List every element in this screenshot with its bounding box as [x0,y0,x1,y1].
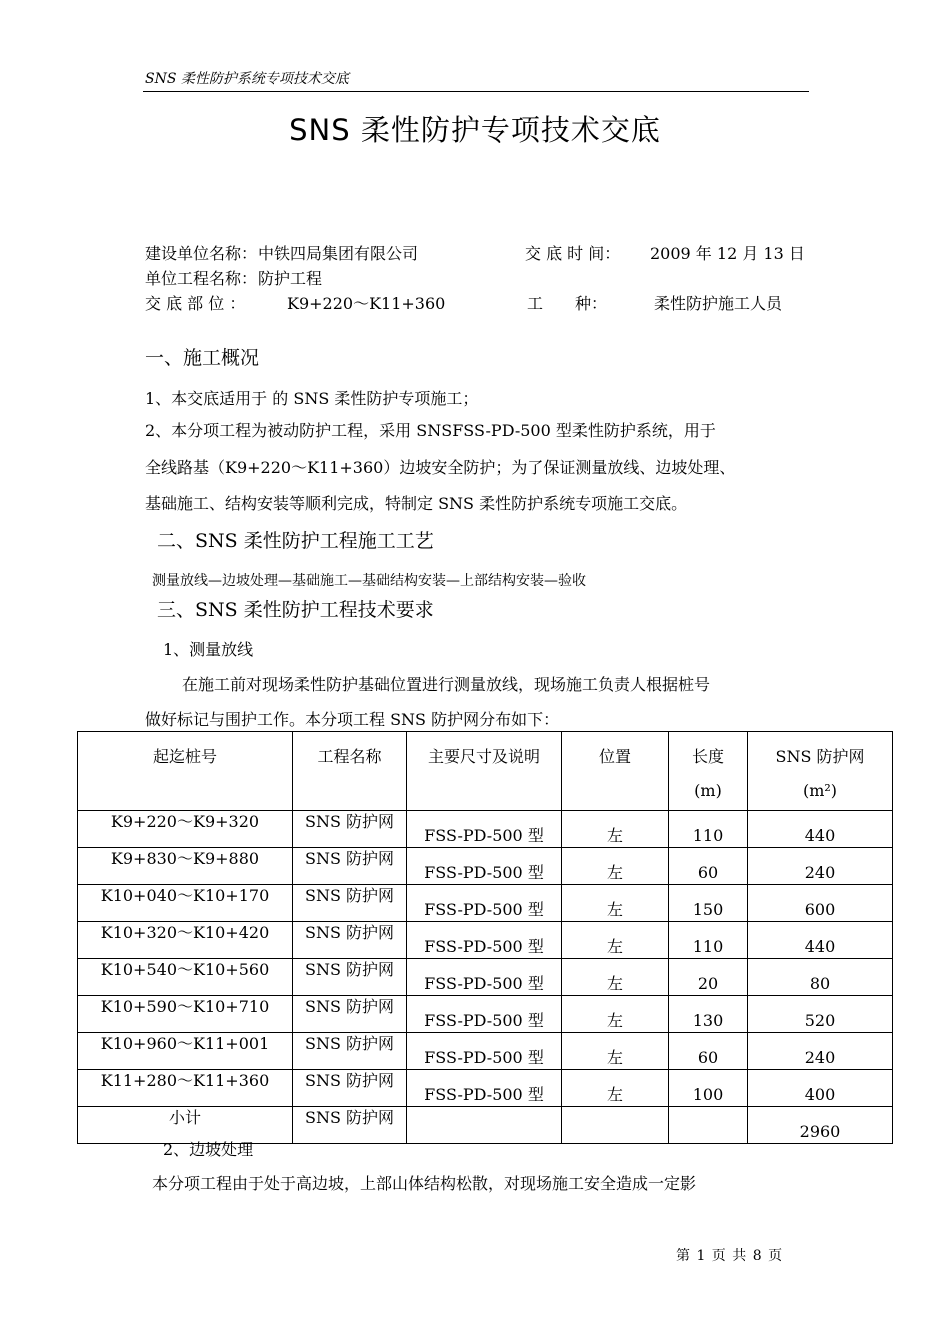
cell-position [562,811,669,848]
running-head: SNS 柔性防护系统专项技术交底 [145,71,349,87]
cell-area [748,885,893,922]
cell-station-text: K9+220～K9+320 [110,812,260,831]
cell-name [293,1107,407,1144]
cell-spec-text: FSS-PD-500 型 [424,1048,544,1067]
cell-station [78,848,293,885]
trade-value: 柔性防护施工人员 [654,294,783,313]
date-value: 2009 年 12 月 13 日 [650,244,805,263]
cell-position-text: 左 [606,1048,623,1067]
cell-area-text: 400 [804,1085,836,1104]
header-area [748,732,893,811]
cell-position [562,1070,669,1107]
cell-station [78,811,293,848]
cell-name [293,996,407,1033]
cell-length [669,811,748,848]
section-2-heading: 二、SNS 柔性防护工程施工工艺 [157,530,434,552]
process-flow: 测量放线—边坡处理—基础施工—基础结构安装—上部结构安装—验收 [152,573,586,589]
cell-spec-text: FSS-PD-500 型 [424,863,544,882]
cell-spec [407,996,562,1033]
cell-name [293,922,407,959]
cell-length [669,1070,748,1107]
cell-spec [407,885,562,922]
cell-spec-text: FSS-PD-500 型 [424,1011,544,1030]
subsection-slope: 2、边坡处理 [163,1140,254,1159]
cell-spec [407,959,562,996]
cell-area [748,811,893,848]
cell-name [293,1070,407,1107]
table-header-row [78,732,893,811]
cell-area-text: 440 [804,826,836,845]
cell-position-text [562,1107,668,1121]
trade-label: 工 种： [527,294,608,313]
cell-name-text: SNS 防护网 [304,1034,394,1053]
cell-spec-text [407,1107,561,1121]
cell-area-text: 520 [804,1011,836,1030]
cell-name [293,885,407,922]
cell-station-text: K10+590～K10+710 [100,997,270,1016]
cell-length-text: 100 [692,1085,724,1104]
cell-position [562,848,669,885]
cell-length-text: 60 [697,1048,719,1067]
cell-spec [407,1033,562,1070]
cell-length-text: 150 [692,900,724,919]
cell-spec [407,848,562,885]
table-row [78,885,893,922]
cell-area [748,996,893,1033]
cell-station-text: K11+280～K11+360 [100,1071,270,1090]
cell-name-text: SNS 防护网 [304,812,394,831]
cell-position-text: 左 [606,1085,623,1104]
section-1-paragraph-2-line-2: 全线路基（K9+220～K11+360）边坡安全防护；为了保证测量放线、边坡处理、 [145,458,736,477]
cell-area-text: 600 [804,900,836,919]
location-value: K9+220～K11+360 [287,294,446,313]
slope-paragraph-line-1: 本分项工程由于处于高边坡，上部山体结构松散，对现场施工安全造成一定影 [152,1174,697,1193]
project-label: 单位工程名称： [145,269,258,288]
cell-length-text: 110 [692,937,724,956]
cell-name-text: SNS 防护网 [304,960,394,979]
cell-station [78,996,293,1033]
cell-station [78,959,293,996]
cell-position [562,996,669,1033]
cell-area [748,922,893,959]
cell-station-text: 小计 [168,1108,201,1127]
table-row [78,1033,893,1070]
cell-area [748,848,893,885]
cell-station-text: K10+540～K10+560 [100,960,270,979]
cell-station-text: K9+830～K9+880 [110,849,260,868]
section-1-paragraph-2-line-3: 基础施工、结构安装等顺利完成，特制定 SNS 柔性防护系统专项施工交底。 [145,494,688,513]
cell-station-text: K10+960～K11+001 [100,1034,270,1053]
header-position: 位置 [562,732,669,811]
cell-area [748,1070,893,1107]
sns-distribution-table [77,731,893,1144]
table-row [78,959,893,996]
header-area-unit: (m²) [802,781,838,800]
cell-area-text: 440 [804,937,836,956]
document-title: SNS 柔性防护专项技术交底 [289,113,661,147]
table-row [78,996,893,1033]
cell-station-text: K10+040～K10+170 [100,886,270,905]
cell-area [748,1033,893,1070]
page-footer: 第 1 页 共 8 页 [676,1248,784,1264]
project-value: 防护工程 [258,269,323,288]
cell-spec [407,922,562,959]
cell-station [78,1033,293,1070]
cell-spec [407,1070,562,1107]
cell-station [78,1070,293,1107]
section-1-paragraph-1: 1、本交底适用于 的 SNS 柔性防护专项施工； [145,389,479,408]
cell-length-text: 130 [692,1011,724,1030]
cell-position [562,959,669,996]
header-spec: 主要尺寸及说明 [407,732,562,811]
table-row [78,848,893,885]
cell-length [669,1107,748,1144]
cell-length [669,848,748,885]
cell-position-text: 左 [606,1011,623,1030]
cell-spec-text: FSS-PD-500 型 [424,900,544,919]
cell-name [293,959,407,996]
header-station: 起迄桩号 [78,732,293,811]
cell-area-text: 80 [809,974,831,993]
cell-length [669,959,748,996]
builder-label: 建设单位名称： [145,244,258,263]
cell-name-text: SNS 防护网 [304,1071,394,1090]
cell-position-text: 左 [606,863,623,882]
cell-spec-text: FSS-PD-500 型 [424,1085,544,1104]
cell-position-text: 左 [606,937,623,956]
cell-station-text: K10+320～K10+420 [100,923,270,942]
cell-length [669,996,748,1033]
cell-position-text: 左 [606,826,623,845]
cell-spec [407,811,562,848]
header-length [669,732,748,811]
date-label: 交 底 时 间： [525,244,621,263]
cell-station [78,885,293,922]
cell-length [669,885,748,922]
cell-name-text: SNS 防护网 [304,886,394,905]
header-name: 工程名称 [293,732,407,811]
cell-spec-text: FSS-PD-500 型 [424,974,544,993]
header-area-label: SNS 防护网 [775,747,865,766]
cell-station [78,922,293,959]
subsection-survey: 1、测量放线 [163,640,254,659]
cell-position [562,922,669,959]
cell-length-text: 60 [697,863,719,882]
cell-area [748,1107,893,1144]
cell-name-text: SNS 防护网 [304,849,394,868]
cell-name [293,1033,407,1070]
cell-name-text: SNS 防护网 [304,997,394,1016]
cell-name-text: SNS 防护网 [304,1108,394,1127]
header-rule [143,91,809,92]
cell-position [562,1033,669,1070]
section-1-heading: 一、施工概况 [145,347,260,369]
cell-name [293,848,407,885]
cell-area-text: 240 [804,1048,836,1067]
header-length-unit: (m) [694,781,722,800]
table-row [78,811,893,848]
table-row [78,922,893,959]
cell-position-text: 左 [606,900,623,919]
cell-length-text: 110 [692,826,724,845]
builder-value: 中铁四局集团有限公司 [258,244,419,263]
cell-area-text: 2960 [799,1122,841,1141]
cell-spec-text: FSS-PD-500 型 [424,826,544,845]
survey-paragraph-line-2: 做好标记与围护工作。本分项工程 SNS 防护网分布如下： [145,710,560,729]
cell-name [293,811,407,848]
header-length-label: 长度 [691,747,724,766]
cell-length [669,1033,748,1070]
cell-name-text: SNS 防护网 [304,923,394,942]
table-row [78,1070,893,1107]
cell-spec [407,1107,562,1144]
cell-position-text: 左 [606,974,623,993]
cell-length-text: 20 [697,974,719,993]
survey-paragraph-line-1: 在施工前对现场柔性防护基础位置进行测量放线，现场施工负责人根据桩号 [182,675,711,694]
cell-position [562,1107,669,1144]
section-3-heading: 三、SNS 柔性防护工程技术要求 [157,599,434,621]
section-1-paragraph-2-line-1: 2、本分项工程为被动防护工程，采用 SNSFSS-PD-500 型柔性防护系统，用于 [145,421,716,440]
cell-length [669,922,748,959]
cell-length-text [669,1107,747,1121]
cell-spec-text: FSS-PD-500 型 [424,937,544,956]
cell-area [748,959,893,996]
location-label: 交 底 部 位 ： [145,294,246,313]
cell-position [562,885,669,922]
cell-area-text: 240 [804,863,836,882]
